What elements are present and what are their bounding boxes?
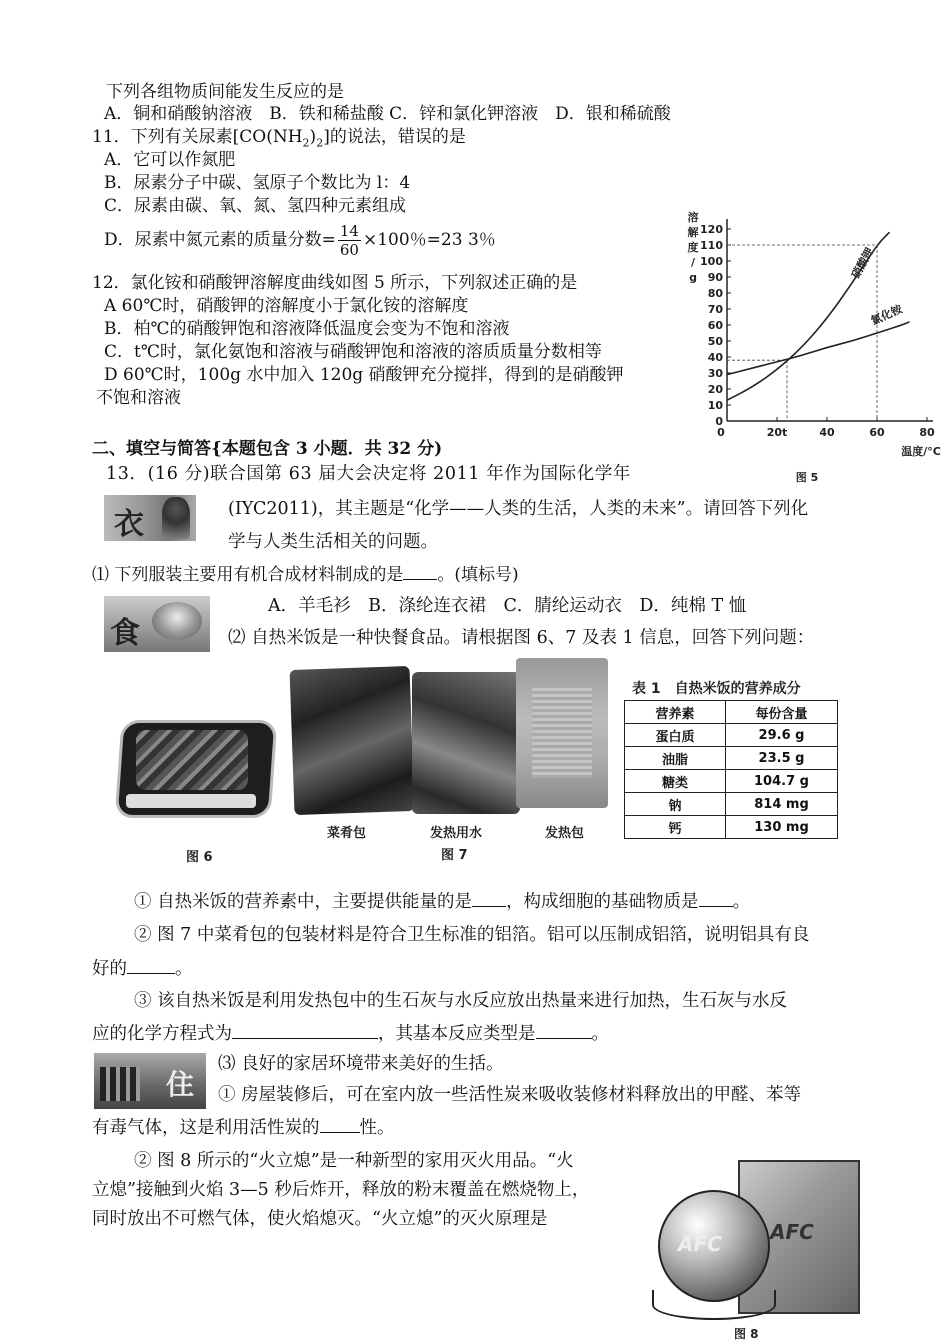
table-cell: 油脂 <box>625 747 726 770</box>
q13-part2-2-line2: 好的 。 <box>92 959 193 979</box>
table-cell: 糖类 <box>625 770 726 793</box>
clothing-icon <box>104 495 196 541</box>
heating-water-label: 发热用水 <box>430 826 483 841</box>
y-axis-label-char: / <box>690 256 696 269</box>
q13-line-3: 学与人类生活相关的问题。 <box>228 532 438 552</box>
q13-line-2: (IYC2011)，其主题是“化学——人类的生活，人类的未来”。请回答下列化 <box>228 499 809 519</box>
housing-icon <box>94 1053 206 1109</box>
chart-title: 图 5 <box>795 471 819 484</box>
table-row <box>625 770 838 793</box>
y-axis-label-char: 度 <box>687 241 699 254</box>
q13-part2-1: ① 自热米饭的营养素中，主要提供能量的是 ，构成细胞的基础物质是 。 <box>134 892 751 912</box>
q11-stem: 11．下列有关尿素$[CO(NH_2)_2]$的说法，错误的是 <box>92 127 466 150</box>
y-tick-label: 90 <box>707 271 723 284</box>
y-tick-label: 100 <box>700 255 723 268</box>
y-tick-label: 50 <box>707 335 723 348</box>
y-axis-label-char: 溶 <box>687 211 699 224</box>
x-axis-label: 温度/°C <box>901 445 941 458</box>
y-tick-label: 20 <box>707 383 723 396</box>
table-header-cell: 营养素 <box>625 701 726 724</box>
dish-pack-image <box>290 666 415 815</box>
heating-pack-image <box>516 658 608 808</box>
table-row <box>625 747 838 770</box>
q11-option-c: C．尿素由碳、氧、氮、氢四种元素组成 <box>104 196 407 216</box>
nutrition-table <box>624 700 838 839</box>
q13-part3-2-line3: 同时放出不可燃气体，使火焰熄灭。“火立熄”的灭火原理是 <box>92 1209 548 1229</box>
q11-option-a: A．它可以作氮肥 <box>104 150 236 170</box>
answer-blank[interactable] <box>320 1116 360 1133</box>
answer-blank[interactable] <box>127 957 175 974</box>
figure-8-caption: 图 8 <box>734 1327 759 1341</box>
y-tick-label: 60 <box>707 319 723 332</box>
table-cell: 23.5 g <box>726 747 838 770</box>
answer-blank[interactable] <box>232 1022 378 1039</box>
q13-part2-3-line1: ③ 该自热米饭是利用发热包中的生石灰与水反应放出热量来进行加热，生石灰与水反 <box>134 991 788 1011</box>
section-2-title: 二、填空与简答{本题包含 3 小题．共 32 分) <box>92 439 443 459</box>
x-tick-label: 60 <box>869 426 885 439</box>
q13-part3-stem: ⑶ 良好的家居环境带来美好的生括。 <box>218 1054 504 1074</box>
table-cell: 104.7 g <box>726 770 838 793</box>
q11-option-b: B．尿素分子中碳、氢原子个数比为 l：4 <box>104 173 411 193</box>
chart-axes <box>688 210 941 484</box>
q13-part2-2-line1: ② 图 7 中菜肴包的包装材料是符合卫生标准的铝箔。铝可以压制成铝箔，说明铝具有良 <box>134 925 810 945</box>
housing-label: 住 <box>166 1068 195 1101</box>
x-tick-label: 20t <box>766 426 788 439</box>
series-label: 硝酸钾 <box>849 245 877 281</box>
series-label: 氯化铵 <box>868 302 905 328</box>
table-header-row <box>625 701 838 724</box>
table-1-title: 表 1 自热米饭的营养成分 <box>632 681 801 697</box>
dish-pack-label: 菜肴包 <box>327 826 367 841</box>
x-tick-label: 80 <box>919 426 935 439</box>
answer-blank[interactable] <box>472 890 506 907</box>
y-tick-label: 0 <box>715 415 723 428</box>
table-cell: 29.6 g <box>726 724 838 747</box>
box-logo: AFC <box>770 1220 814 1244</box>
q11-option-d: D．尿素中氮元素的质量分数= $\frac{14}{60}$ ×100％=23 3％ <box>104 222 496 259</box>
table-cell: 钠 <box>625 793 726 816</box>
ball-stand <box>652 1290 776 1320</box>
q12-option-c: C．t℃时，氯化氨饱和溶液与硝酸钾饱和溶液的溶质质量分数相等 <box>104 342 602 362</box>
house-icon <box>100 1067 140 1101</box>
self-heating-rice-box-image <box>114 712 274 822</box>
q13-part3-1-line2: 有毒气体，这是利用活性炭的 性。 <box>92 1118 395 1138</box>
fraction: $\frac{14}{60}$ <box>339 222 359 259</box>
q13-part1-stem: ⑴ 下列服装主要用有机合成材料制成的是 。(填标号) <box>92 565 519 585</box>
table-cell: 钙 <box>625 816 726 839</box>
table-cell: 130 mg <box>726 816 838 839</box>
q12-option-d: D 60℃时，100g 水中加入 120g 硝酸钾充分搅拌，得到的是硝酸钾 <box>104 365 624 385</box>
x-tick-label: 40 <box>819 426 835 439</box>
y-tick-label: 70 <box>707 303 723 316</box>
q12-stem: 12．氯化铵和硝酸钾溶解度曲线如图 5 所示，下列叙述正确的是 <box>92 273 578 293</box>
answer-blank[interactable] <box>403 563 437 580</box>
y-axis-label-char: 解 <box>687 226 699 239</box>
y-axis-label-char: g <box>689 271 697 284</box>
chart-marks <box>727 232 910 421</box>
q13-part3-2-line2: 立熄”接触到火焰 3—5 秒后炸开，释放的粉末覆盖在燃烧物上， <box>92 1180 590 1200</box>
dress-figure-icon <box>162 497 190 539</box>
y-tick-label: 110 <box>700 239 723 252</box>
solubility-chart <box>675 205 941 484</box>
figure-7-caption: 图 7 <box>441 848 468 863</box>
table-cell: 蛋白质 <box>625 724 726 747</box>
q13-part1-options: A．羊毛衫 B．涤纶连衣裙 C．腈纶运动衣 D．纯棉 T 恤 <box>268 596 747 616</box>
table-cell: 814 mg <box>726 793 838 816</box>
table-header-cell: 每份含量 <box>726 701 838 724</box>
ball-logo: AFC <box>678 1232 722 1256</box>
bowl-icon <box>152 602 202 640</box>
y-tick-label: 120 <box>700 223 723 236</box>
heating-pack-label: 发热包 <box>545 826 585 841</box>
y-tick-label: 10 <box>707 399 723 412</box>
table-row <box>625 816 838 839</box>
heating-water-pack-image <box>412 672 520 814</box>
q10-options: A．铜和硝酸钠溶液 B．铁和稀盐酸 C．锌和氯化钾溶液 D．银和稀硫酸 <box>104 104 671 124</box>
fire-extinguisher-ball-image <box>648 1150 868 1326</box>
figure-6-caption: 图 6 <box>186 850 213 865</box>
q13-part3-2-line1: ② 图 8 所示的“火立熄”是一种新型的家用灭火用品。“火 <box>134 1151 574 1171</box>
food-icon <box>104 596 210 652</box>
y-tick-label: 80 <box>707 287 723 300</box>
y-tick-label: 30 <box>707 367 723 380</box>
q12-option-b: B．柏℃的硝酸钾饱和溶液降低温度会变为不饱和溶液 <box>104 319 510 339</box>
y-tick-label: 40 <box>707 351 723 364</box>
q13-line-1: 13．(16 分)联合国第 63 届大会决定将 2011 年作为国际化学年 <box>106 464 632 484</box>
table-row <box>625 724 838 747</box>
q12-option-d-cont: 不饱和溶液 <box>96 388 181 408</box>
q13-part2-3-line2: 应的化学方程式为 ，其基本反应类型是 。 <box>92 1024 609 1044</box>
clothing-label: 衣 <box>114 507 144 542</box>
q12-option-a: A 60℃时，硝酸钾的溶解度小于氯化铵的溶解度 <box>104 296 469 316</box>
q13-part2-stem: ⑵ 自热米饭是一种快餐食品。请根据图 6、7 及表 1 信息，回答下列问题： <box>228 628 815 648</box>
answer-blank[interactable] <box>536 1022 592 1039</box>
answer-blank[interactable] <box>699 890 733 907</box>
q13-part3-1-line1: ① 房屋装修后，可在室内放一些活性炭来吸收装修材料释放出的甲醛、苯等 <box>218 1085 802 1105</box>
intro-line: 下列各组物质间能发生反应的是 <box>106 82 344 102</box>
table-row <box>625 793 838 816</box>
food-label: 食 <box>110 616 140 651</box>
x-tick-label: 0 <box>717 426 725 439</box>
